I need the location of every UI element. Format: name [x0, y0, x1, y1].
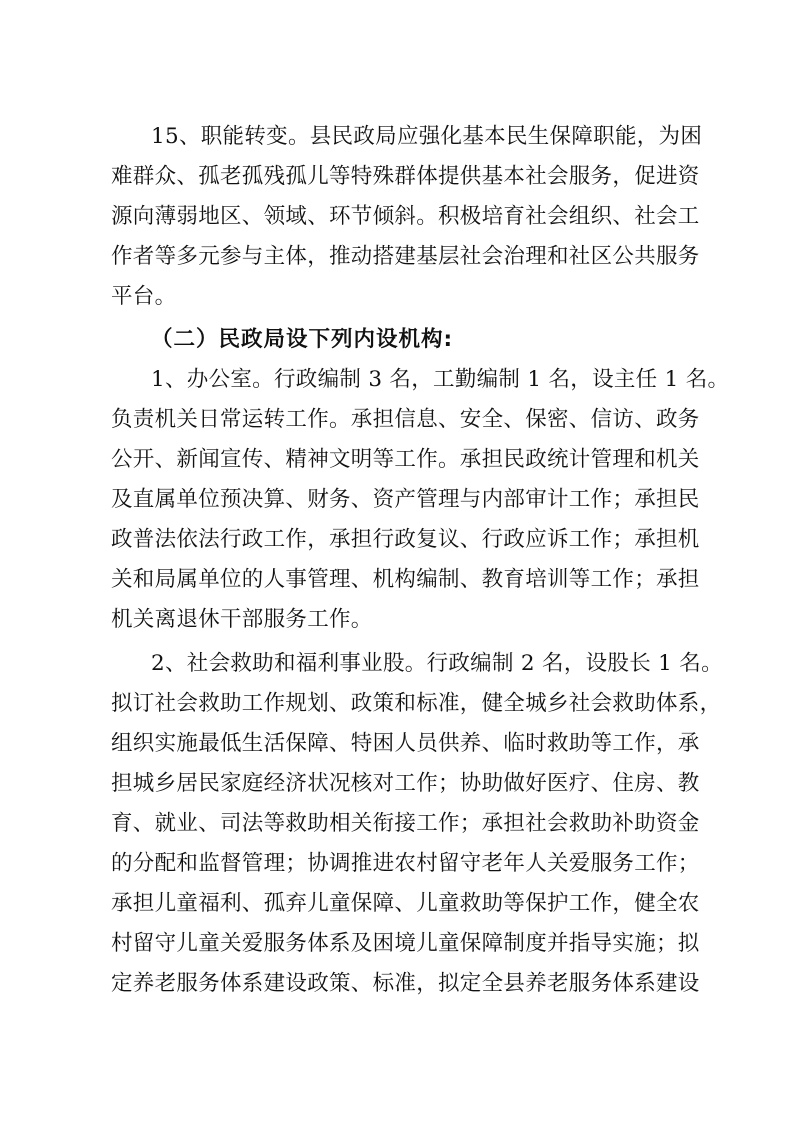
text-line: 政普法依法行政工作，承担行政复议、行政应诉工作；承担机: [111, 527, 700, 552]
text-line: 公开、新闻宣传、精神文明等工作。承担民政统计管理和机关: [111, 447, 700, 472]
text-line: 拟订社会救助工作规划、政策和标准，健全城乡社会救助体系，: [111, 691, 722, 716]
text-line: 组织实施最低生活保障、特困人员供养、临时救助等工作，承: [111, 731, 700, 756]
text-line: 担城乡居民家庭经济状况核对工作；协助做好医疗、住房、教: [111, 771, 700, 796]
text-line: 1、办公室。行政编制 3 名，工勤编制 1 名，设主任 1 名。: [151, 367, 730, 392]
text-line: 源向薄弱地区、领域、环节倾斜。积极培育社会组织、社会工: [111, 204, 700, 229]
section-heading: （二）民政局设下列内设机构:: [151, 327, 454, 352]
text-line: 平台。: [111, 284, 177, 309]
text-line: 承担儿童福利、孤弃儿童保障、儿童救助等保护工作，健全农: [111, 891, 700, 916]
text-line: 关和局属单位的人事管理、机构编制、教育培训等工作；承担: [111, 567, 700, 592]
text-line: 2、社会救助和福利事业股。行政编制 2 名，设股长 1 名。: [151, 651, 723, 676]
text-line: 15、职能转变。县民政局应强化基本民生保障职能，为困: [151, 124, 703, 149]
text-line: 及直属单位预决算、财务、资产管理与内部审计工作；承担民: [111, 487, 700, 512]
text-line: 难群众、孤老孤残孤儿等特殊群体提供基本社会服务，促进资: [111, 164, 700, 189]
text-line: 育、就业、司法等救助相关衔接工作；承担社会救助补助资金: [111, 811, 700, 836]
text-line: 定养老服务体系建设政策、标准，拟定全县养老服务体系建设: [111, 971, 700, 996]
text-line: 机关离退休干部服务工作。: [111, 607, 373, 632]
text-line: 村留守儿童关爱服务体系及困境儿童保障制度并指导实施；拟: [111, 931, 700, 956]
text-line: 作者等多元参与主体，推动搭建基层社会治理和社区公共服务: [111, 244, 700, 269]
text-line: 负责机关日常运转工作。承担信息、安全、保密、信访、政务: [111, 407, 700, 432]
text-line: 的分配和监督管理；协调推进农村留守老年人关爱服务工作；: [111, 851, 700, 876]
